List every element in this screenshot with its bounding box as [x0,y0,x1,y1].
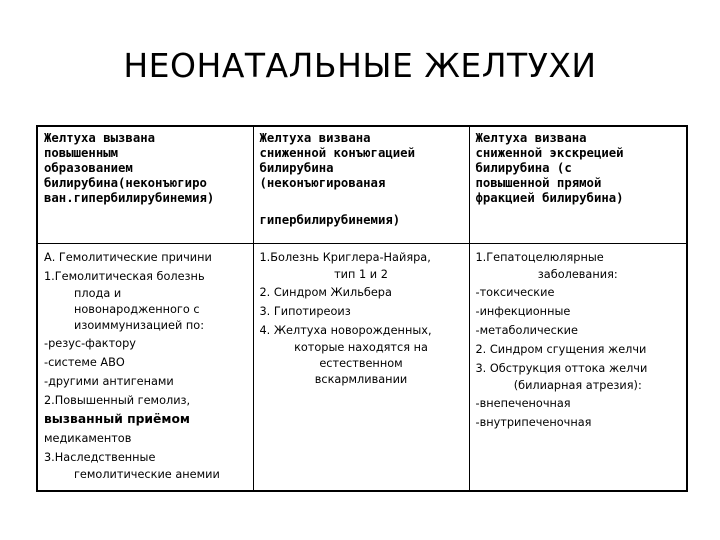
list-item-continuation: заболевания: [537,268,618,281]
header-row [37,126,687,244]
list-item-continuation: вскармливании [314,373,408,386]
list-item: 3.Наследственные [44,451,156,464]
list-item: 2. Синдром сгущения желчи [475,343,647,356]
header-line: фракцией билирубина) [475,191,624,205]
list-item-continuation: изоиммунизацией по: [74,319,205,332]
list-item-bold: вызванный приёмом [44,412,190,426]
list-item: -внутрипеченочная [475,416,592,429]
jaundice-table [36,125,688,492]
list-item-continuation: медикаментов [44,432,132,445]
list-item: 4. Желтуха новорожденных, [259,324,432,337]
causes-cell-excretion [469,244,687,492]
header-line: гипербилирубинемия) [259,213,401,227]
list-item: -резус-фактору [44,337,136,350]
header-cell-increased-formation [37,126,253,244]
list-item: 3. Гипотиреоиз [259,305,351,318]
list-item: 3. Обструкция оттока желчи [475,362,648,375]
list-item-continuation: естественном [319,357,403,370]
list-item: 1.Гемолитическая болезнь [44,270,205,283]
header-cell-reduced-conjugation [253,126,469,244]
list-item: -инфекционные [475,305,571,318]
header-line: Желтуха визвана [259,131,371,145]
header-line: сниженной конъюгацией [259,146,415,160]
list-item-continuation: гемолитические анемии [74,468,220,481]
causes-cell-hemolytic [37,244,253,492]
header-line: билирубина(неконъюгиро [44,176,207,190]
list-item: -другими антигенами [44,375,174,388]
header-line: сниженной экскрецией [475,146,624,160]
header-line: Желтуха визвана [475,131,587,145]
header-line: Желтуха вызвана [44,131,156,145]
header-line: ван.гипербилирубинемия) [44,191,215,205]
header-line: (неконъюгированая [259,176,386,190]
section-heading: А. Гемолитические причини [44,251,212,264]
causes-row [37,244,687,492]
list-item-continuation: новонародженного с [74,303,200,316]
list-item: -токсические [475,286,555,299]
list-item: 1.Гепатоцелюлярные [475,251,604,264]
list-item-continuation: плода и [74,287,122,300]
header-cell-reduced-excretion [469,126,687,244]
list-item: 2. Синдром Жильбера [259,286,392,299]
list-item: -метаболические [475,324,578,337]
header-line: образованием [44,161,133,175]
list-item-continuation: которые находятся на [294,341,428,354]
list-item-continuation: (билиарная атрезия): [513,379,642,392]
header-line: билирубина (с [475,161,572,175]
list-item: 1.Болезнь Криглера-Найяра, [259,251,431,264]
header-line: билирубина [259,161,334,175]
header-line: повышенным [44,146,119,160]
header-line: повышенной прямой [475,176,602,190]
list-item: -внепеченочная [475,397,571,410]
list-item: 2.Повышенный гемолиз, [44,394,191,407]
list-item: -системе АВО [44,356,125,369]
causes-cell-conjugation [253,244,469,492]
page-title: НЕОНАТАЛЬНЫЕ ЖЕЛТУХИ [123,46,597,85]
list-item-continuation: тип 1 и 2 [334,268,388,281]
